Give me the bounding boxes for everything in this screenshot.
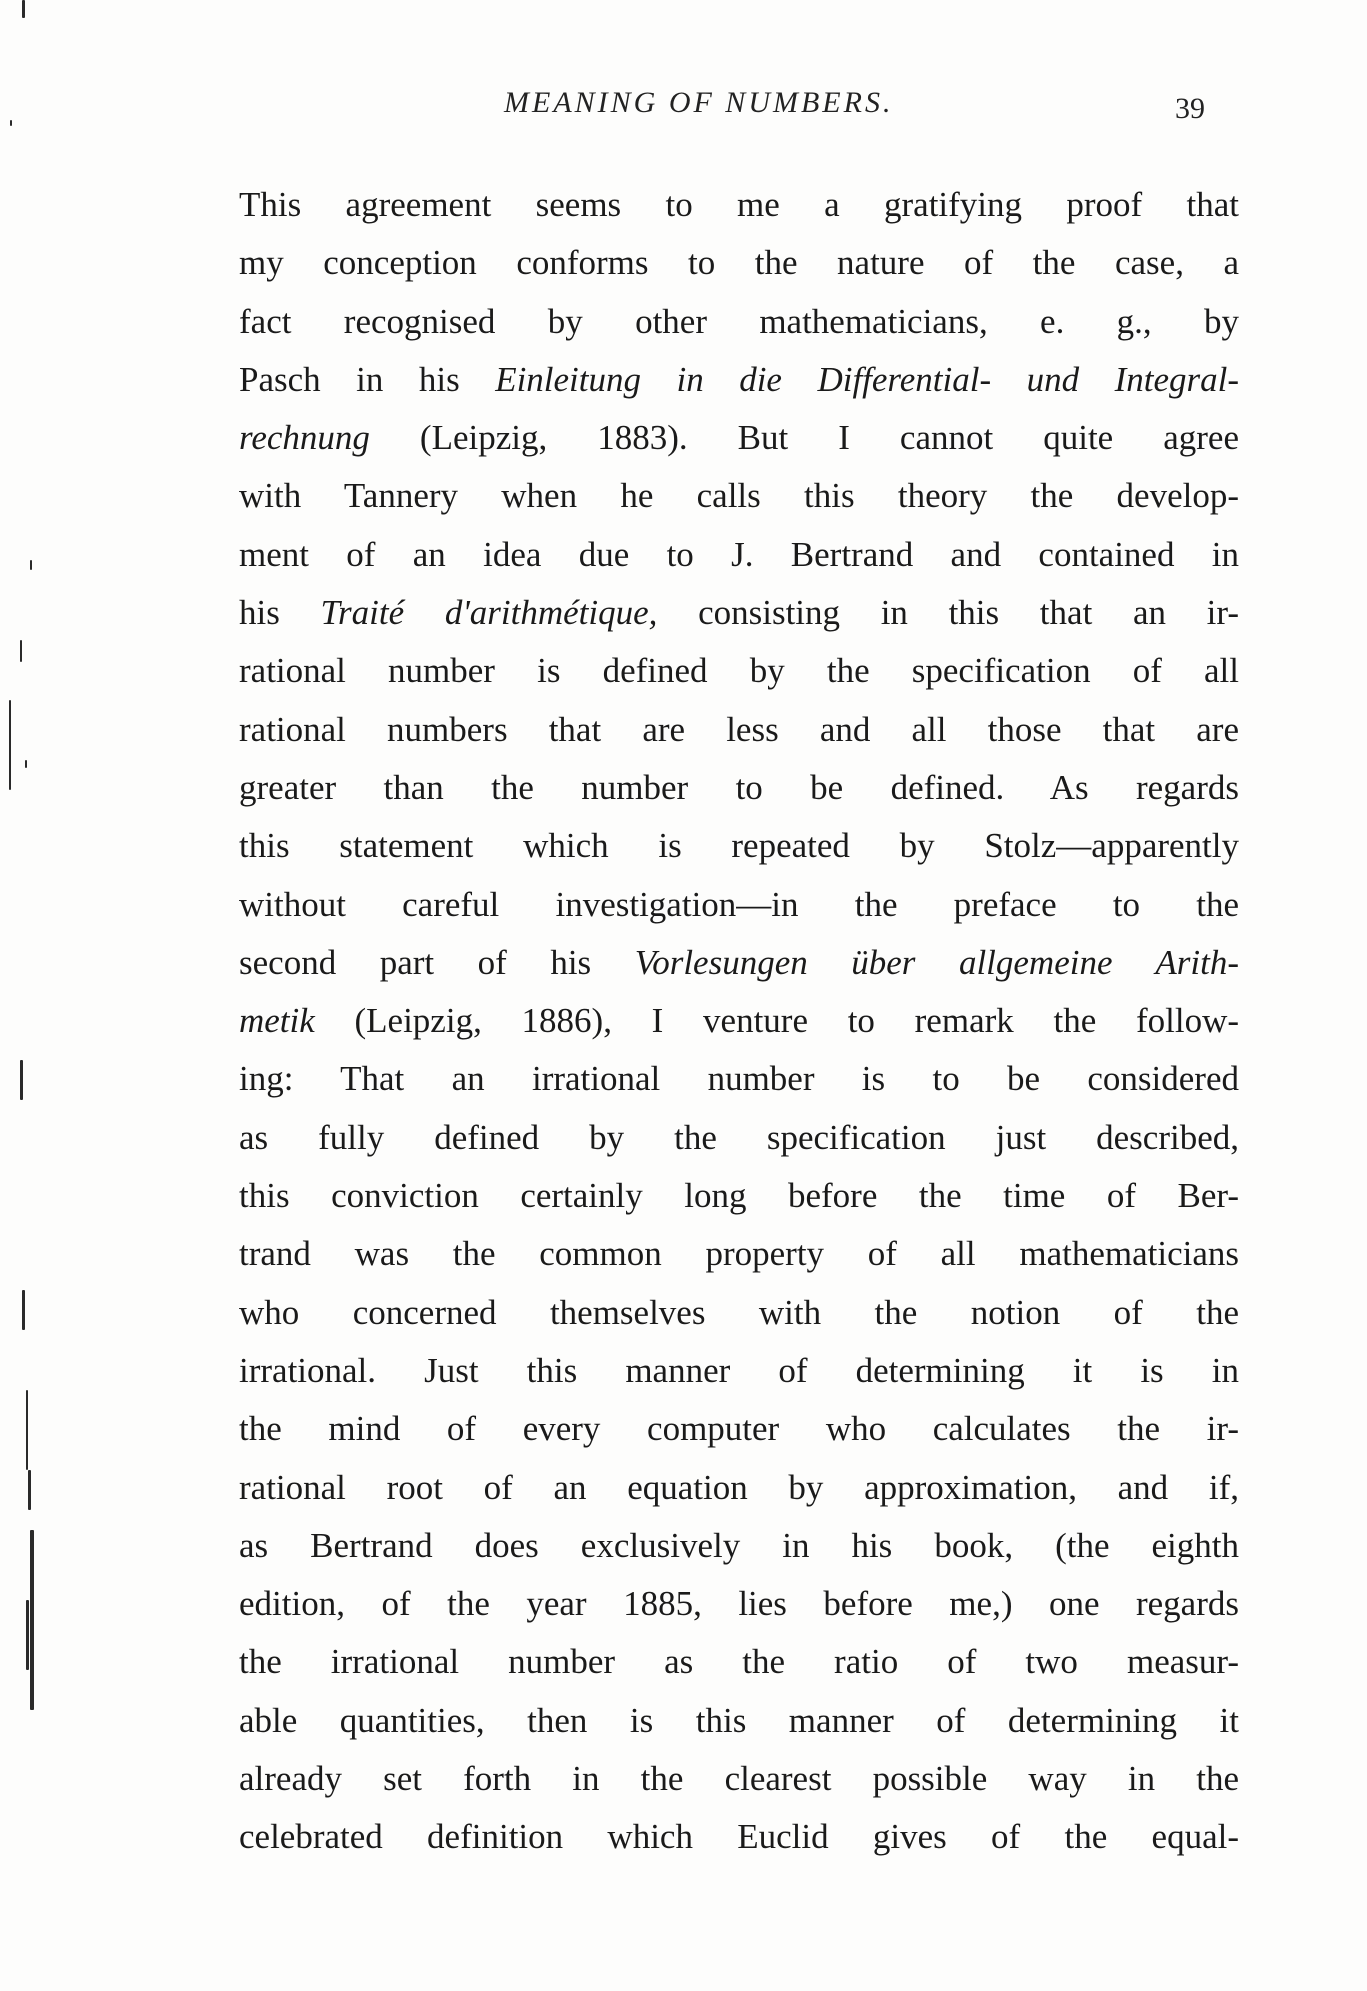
text-run: trand was the common property of all mathematicians [239, 1234, 1239, 1274]
text-line [239, 992, 1239, 1050]
text-run: without careful investigation—in the preface to the [239, 884, 1239, 924]
text-run: consisting in this that an ir- [657, 593, 1239, 633]
text-line [239, 351, 1239, 409]
italic-title: metik [239, 1001, 315, 1041]
text-line [239, 1517, 1239, 1575]
text-line [239, 1459, 1239, 1517]
text-line [239, 1575, 1239, 1633]
text-run: This agreement seems to me a gratifying proof that [239, 185, 1239, 224]
text-line [239, 1633, 1239, 1691]
text-line [239, 1692, 1239, 1750]
text-run: as Bertrand does exclusively in his book, (the eighth [239, 1525, 1239, 1565]
text-run: who concerned themselves with the notion of the [239, 1292, 1239, 1332]
text-run: the mind of every computer who calculates the ir- [239, 1409, 1239, 1449]
text-line [239, 584, 1239, 642]
text-line [239, 1808, 1239, 1866]
text-run: irrational. Just this manner of determining it is in [239, 1350, 1239, 1390]
running-head: MEANING OF NUMBERS. [504, 86, 894, 119]
text-run: ing: That an irrational number is to be considered [239, 1059, 1239, 1099]
italic-title: rechnung [239, 418, 370, 458]
italic-title: Traité d'arithmétique, [320, 593, 658, 633]
text-run: this conviction certainly long before the time of Ber- [239, 1176, 1239, 1216]
text-line [239, 1342, 1239, 1400]
text-run: this statement which is repeated by Stolz—apparently [239, 826, 1239, 866]
page-number: 39 [1175, 92, 1205, 125]
text-line [239, 1050, 1239, 1108]
text-run: (Leipzig, 1883). But I cannot quite agree [369, 418, 1239, 458]
text-run: my conception conforms to the nature of the case, a [239, 243, 1239, 283]
text-line [239, 526, 1239, 584]
text-run: Pasch in his [239, 359, 496, 399]
text-line [239, 1167, 1239, 1225]
text-run: rational numbers that are less and all those that are [239, 709, 1239, 749]
text-run: greater than the number to be defined. As regards [239, 767, 1239, 807]
text-run: as fully defined by the specification just described, [239, 1117, 1239, 1157]
text-line [239, 467, 1239, 525]
text-run: ment of an idea due to J. Bertrand and contained in [239, 534, 1239, 574]
text-line [239, 1284, 1239, 1342]
text-run: with Tannery when he calls this theory the develop- [239, 476, 1239, 516]
text-run: rational root of an equation by approximation, and if, [239, 1467, 1239, 1507]
text-run: able quantities, then is this manner of determining it [239, 1700, 1239, 1740]
text-line [239, 234, 1239, 292]
text-line [239, 293, 1239, 351]
text-line [239, 1400, 1239, 1458]
body-text [239, 176, 1239, 1867]
page-header [0, 86, 1367, 136]
text-line [239, 876, 1239, 934]
text-run: edition, of the year 1885, lies before me,) one regards [239, 1584, 1239, 1624]
text-line [239, 701, 1239, 759]
text-line [239, 409, 1239, 467]
text-run: fact recognised by other mathematicians, e. g., by [239, 301, 1239, 341]
text-line [239, 176, 1239, 234]
text-run: already set forth in the clearest possible way in the [239, 1759, 1239, 1799]
text-run: his [239, 593, 321, 633]
text-run: second part of his [239, 942, 635, 982]
italic-title: Einleitung in die Differential- und Integral- [495, 359, 1239, 399]
text-run: (Leipzig, 1886), I venture to remark the follow- [314, 1001, 1239, 1041]
text-line [239, 934, 1239, 992]
text-line [239, 817, 1239, 875]
text-run: celebrated definition which Euclid gives of the equal- [239, 1817, 1239, 1857]
text-line [239, 642, 1239, 700]
text-run: rational number is defined by the specification of all [239, 651, 1239, 691]
text-run: the irrational number as the ratio of two measur- [239, 1642, 1239, 1682]
text-line [239, 1225, 1239, 1283]
italic-title: Vorlesungen über allgemeine Arith- [634, 942, 1239, 982]
text-line [239, 1750, 1239, 1808]
text-line [239, 759, 1239, 817]
text-line [239, 1109, 1239, 1167]
